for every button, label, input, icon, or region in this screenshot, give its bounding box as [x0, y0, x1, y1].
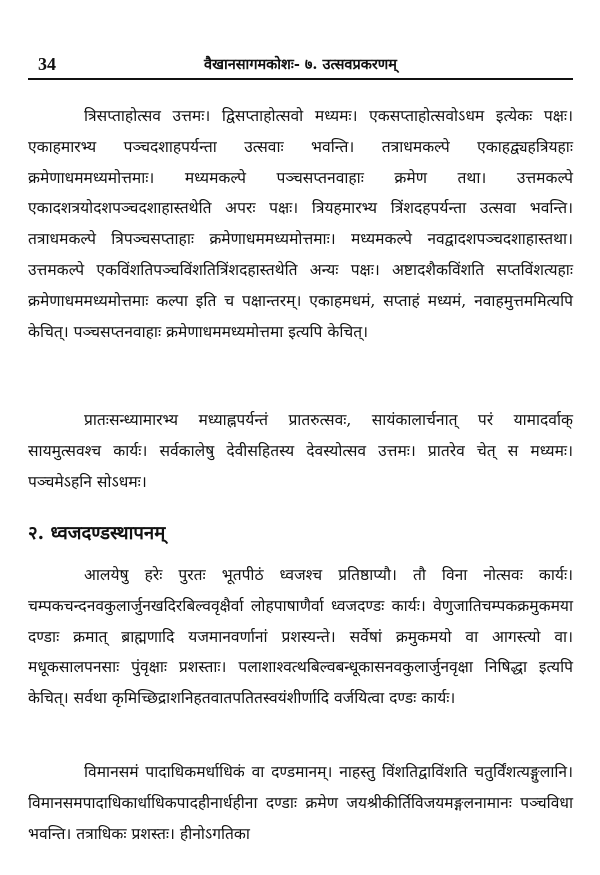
paragraph-utsava-duration: त्रिसप्ताहोत्सव उत्तमः। द्विसप्ताहोत्सवो मध्यमः। एकसप्ताहोत्सवोऽधम इत्येकः पक्षः। एकाहमारभ्य पञ्चदशाहपर्यन्ता उत्सवाः भवन्ति। तत्राधमकल्पे एकाहद्व्यहत्रियहाः क्रमेणाधममध्यमोत्तमाः। मध्यमकल्पे पञ्चसप्तनवाहाः क्रमेण तथा। उत्तमकल्पे एकादशत्रयोदशपञ्चदशाहास्तथेति अपरः पक्षः। त्रियहमारभ्य त्रिंशदहपर्यन्ता उत्सवा भवन्ति। तत्राधमकल्पे त्रिपञ्चसप्ताहाः क्रमेणाधममध्यमोत्तमाः। मध्यमकल्पे नवद्वादशपञ्चदशाहास्तथा। उत्तमकल्पे एकविंशतिपञ्चविंशतित्रिंशदहास्तथेति अन्यः पक्षः। अष्टादशैकविंशति सप्तविंशत्यहाः क्रमेणाधममध्यमोत्तमाः कल्पा इति च पक्षान्तरम्। एकाहमधमं, सप्ताहं मध्यमं, नवाहमुत्तममित्यपि केचित्। पञ्चसप्तनवाहाः क्रमेणाधममध्यमोत्तमा इत्यपि केचित्।: [28, 107, 573, 341]
paragraph-utsava-timing: प्रातःसन्ध्यामारभ्य मध्याह्नपर्यन्तं प्रातरुत्सवः, सायंकालार्चनात् परं यामादर्वाक् सायमुत्सवश्च कार्यः। सर्वकालेषु देवीसहितस्य देवस्योत्सव उत्तमः। प्रातरेव चेत् स मध्यमः। पञ्चमेऽहनि सोऽधमः।: [28, 411, 573, 491]
page-header: [28, 52, 573, 80]
page-number: 34: [38, 54, 56, 74]
paragraph-danda-measure: विमानसमं पादाधिकमर्धाधिकं वा दण्डमानम्। नाहस्तु विंशतिद्वाविंशति चतुर्विंशत्यङ्गुलानि। विमानसमपादाधिकार्धाधिकपादहीनार्धहीना दण्डाः क्रमेण जयश्रीकीर्तिविजयमङ्गलनामानः पञ्चविधा भवन्ति। तत्राधिकः प्रशस्तः। हीनोऽगतिका: [28, 763, 573, 843]
section-heading: २. ध्वजदण्डस्थापनम्: [28, 523, 166, 544]
paragraph-dhvaja-material: आलयेषु हरेः पुरतः भूतपीठं ध्वजश्च प्रतिष्ठाप्यौ। तौ विना नोत्सवः कार्यः। चम्पकचन्दनवकुलार्जुनखदिरबिल्ववृक्षैर्वा लोहपाषाणैर्वा ध्वजदण्डः कार्यः। वेणुजातिचम्पकक्रमुकमया दण्डाः क्रमात् ब्राह्मणादि यजमानवर्णानां प्रशस्यन्ते। सर्वेषां क्रमुकमयो वा आगस्त्यो वा। मधूकसालपनसाः पुंवृक्षाः प्रशस्ताः। पलाशाश्वत्थबिल्वबन्धूकासनवकुलार्जुनवृक्षा निषिद्धा इत्यपि केचित्। सर्वथा कृमिच्छिद्राशनिहतवातपतितस्वयंशीर्णादि वर्जयित्वा दण्डः कार्यः।: [28, 566, 573, 708]
running-title: वैखानसागमकोशः- ७. उत्सवप्रकरणम्: [204, 56, 397, 73]
